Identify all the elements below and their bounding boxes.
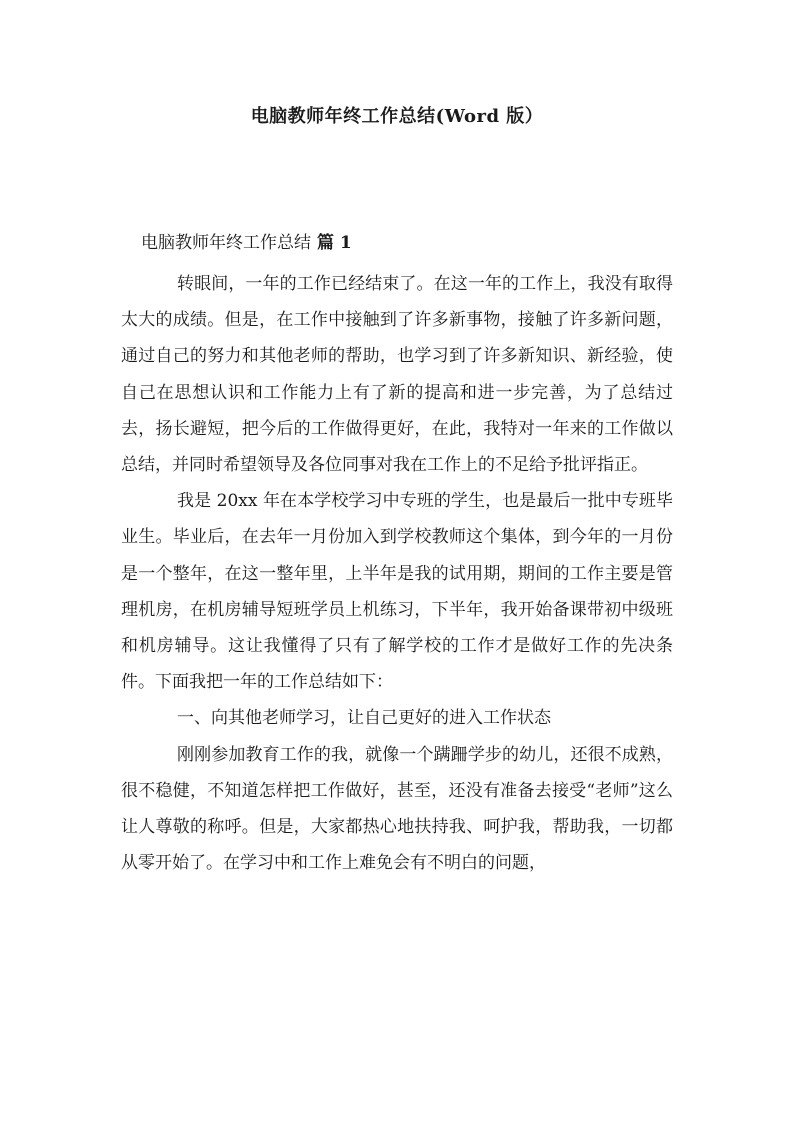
- subheading-learn-from-teachers: 一、向其他老师学习，让自己更好的进入工作状态: [177, 708, 551, 729]
- paragraph-new-teacher: 刚刚参加教育工作的我，就像一个蹒跚学步的幼儿，还很不成熟，很不稳健，不知道怎样把工作做好，甚至，还没有准备去接受“老师”这么让人尊敬的称呼。但是，大家都热心地扶持我、呵护我，帮助我，一切都从零开始了。在学习中和工作上难免会有不明白的问题，: [121, 744, 673, 874]
- document-title: 电脑教师年终工作总结(Word 版）: [250, 106, 544, 127]
- paragraph-intro: 转眼间，一年的工作已经结束了。在这一年的工作上，我没有取得太大的成绩。但是，在工作中接触到了许多新事物，接触了许多新问题，通过自己的努力和其他老师的帮助，也学习到了许多新知识、新经验，使自己在思想认识和工作能力上有了新的提高和进一步完善，为了总结过去，扬长避短，把今后的工作做得更好，在此，我特对一年来的工作做以总结，并同时希望领导及各位同事对我在工作上的不足给予批评指正。: [121, 274, 673, 476]
- paragraph-background: 我是 20xx 年在本学校学习中专班的学生，也是最后一批中专班毕业生。毕业后，在去年一月份加入到学校教师这个集体，到今年的一月份是一个整年，在这一整年里，上半年是我的试用期，期间的工作主要是管理机房，在机房辅导短班学员上机练习，下半年，我开始备课带初中级班和机房辅导。这让我懂得了只有了解学校的工作才是做好工作的先决条件。下面我把一年的工作总结如下：: [121, 491, 673, 693]
- section-number: 篇 1: [317, 233, 352, 253]
- section-heading-text: 电脑教师年终工作总结: [141, 233, 311, 253]
- section-heading: [141, 230, 352, 256]
- document-body: [121, 266, 673, 881]
